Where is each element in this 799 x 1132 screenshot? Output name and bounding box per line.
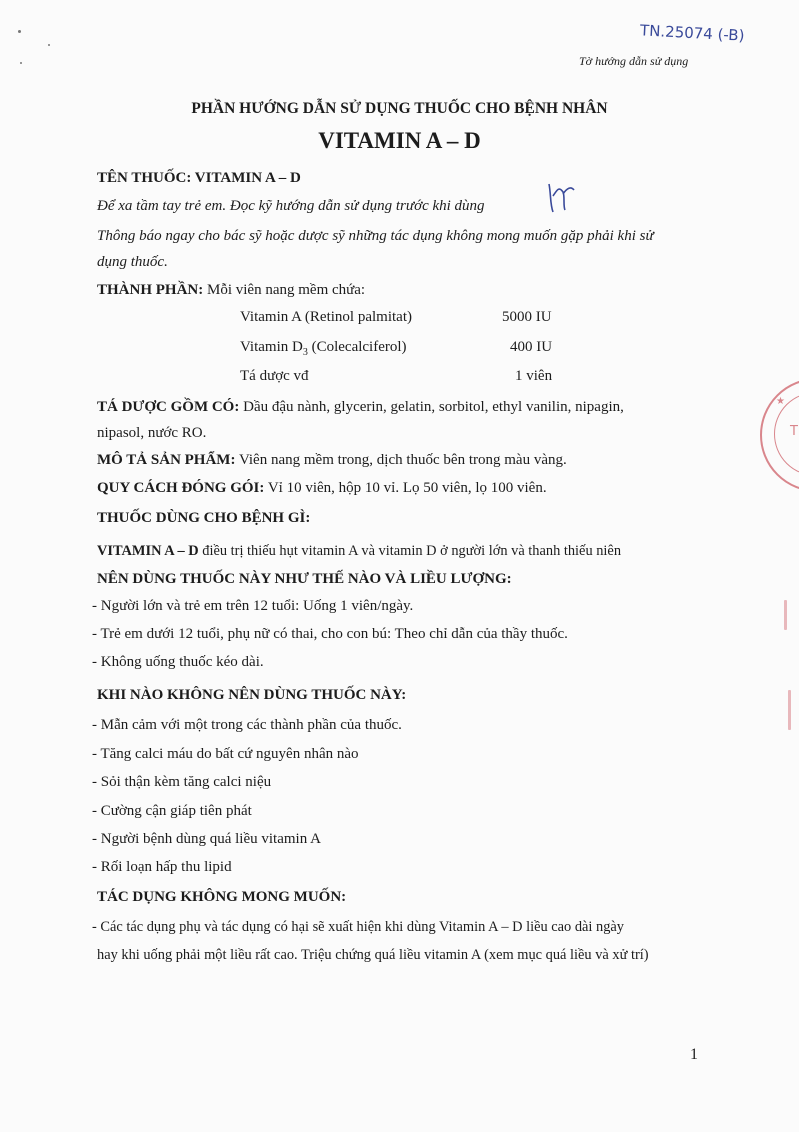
warning-report-line1: Thông báo ngay cho bác sỹ hoặc dược sỹ những tác dụng không mong muốn gặp phải khi sử [97,228,654,244]
indication-heading: THUỐC DÙNG CHO BỆNH GÌ: [97,510,311,526]
list-item: - Cường cận giáp tiên phát [92,803,252,819]
list-item: - Trẻ em dưới 12 tuổi, phụ nữ có thai, cho con bú: Theo chỉ dẫn của thầy thuốc. [92,626,568,642]
drug-name-label: TÊN THUỐC: VITAMIN A – D [97,170,301,186]
excipients-label: TÁ DƯỢC GỒM CÓ: [97,399,240,415]
scan-speck [18,30,21,33]
ingredient-amount: 5000 IU [502,309,552,325]
warning-report-line2: dụng thuốc. [97,254,168,270]
handwritten-signature [543,180,577,216]
list-item: - Không uống thuốc kéo dài. [92,654,264,670]
packaging-text: Vỉ 10 viên, hộp 10 vỉ. Lọ 50 viên, lọ 100 viên. [267,480,547,496]
ingredient-name: Vitamin A (Retinol palmitat) [240,309,412,325]
product-title: VITAMIN A – D [318,128,481,153]
composition-intro: Mỗi viên nang mềm chứa: [207,282,366,298]
list-item: - Mẫn cảm với một trong các thành phần của thuốc. [92,717,402,733]
list-item: - Người lớn và trẻ em trên 12 tuổi: Uống 1 viên/ngày. [92,598,414,614]
composition-line [97,282,365,299]
packaging-label: QUY CÁCH ĐÓNG GÓI: [97,480,265,496]
description-text: Viên nang mềm trong, dịch thuốc bên trong màu vàng. [238,452,567,468]
side-effects-line1: - Các tác dụng phụ và tác dụng có hại sẽ xuất hiện khi dùng Vitamin A – D liều cao dài ngày [92,919,624,935]
warning-keep-away: Để xa tầm tay trẻ em. Đọc kỹ hướng dẫn sử dụng trước khi dùng [97,198,485,214]
excipients-text: Dầu đậu nành, glycerin, gelatin, sorbitol, ethyl vanilin, nipagin, [243,399,624,415]
ingredient-name: Tá dược vđ [240,368,309,384]
description-label: MÔ TẢ SẢN PHẨM: [97,452,236,468]
description-line [97,452,567,469]
contraindication-heading: KHI NÀO KHÔNG NÊN DÙNG THUỐC NÀY: [97,687,407,703]
list-item: - Rối loạn hấp thu lipid [92,859,232,875]
scan-speck [20,62,22,64]
official-stamp: ★ T [760,378,799,492]
list-item: - Tăng calci máu do bất cứ nguyên nhân nào [92,746,359,762]
document-code: TN.25074 (-B) [639,21,745,45]
excipients-line2: nipasol, nước RO. [97,425,207,441]
ingredient-amount: 1 viên [515,368,553,384]
stamp-mark [784,600,787,630]
composition-label: THÀNH PHẦN: [97,282,204,298]
header-label: Tờ hướng dẫn sử dụng [579,54,689,68]
ingredient-name: Vitamin $D_3$ (Colecalciferol) [240,339,407,358]
list-item: - Sỏi thận kèm tăng calci niệu [92,774,272,790]
indication-text: VITAMIN A – D điều trị thiếu hụt vitamin A và vitamin D ở người lớn và thanh thiếu niên [97,543,622,559]
list-item: - Người bệnh dùng quá liều vitamin A [92,831,321,847]
ingredient-amount: 400 IU [510,339,553,355]
side-effects-line2: hay khi uống phải một liều rất cao. Triệu chứng quá liều vitamin A (xem mục quá liều và xử trí) [97,947,649,963]
page-title: PHẦN HƯỚNG DẪN SỬ DỤNG THUỐC CHO BỆNH NHÂN [191,100,608,117]
side-effects-heading: TÁC DỤNG KHÔNG MONG MUỐN: [97,889,347,905]
excipients-line1 [97,399,624,416]
page-number: 1 [690,1046,698,1063]
dosage-heading: NÊN DÙNG THUỐC NÀY NHƯ THẾ NÀO VÀ LIỀU LƯỢNG: [97,571,512,587]
packaging-line [97,480,547,497]
stamp-mark [788,690,791,730]
scan-speck [48,44,50,46]
